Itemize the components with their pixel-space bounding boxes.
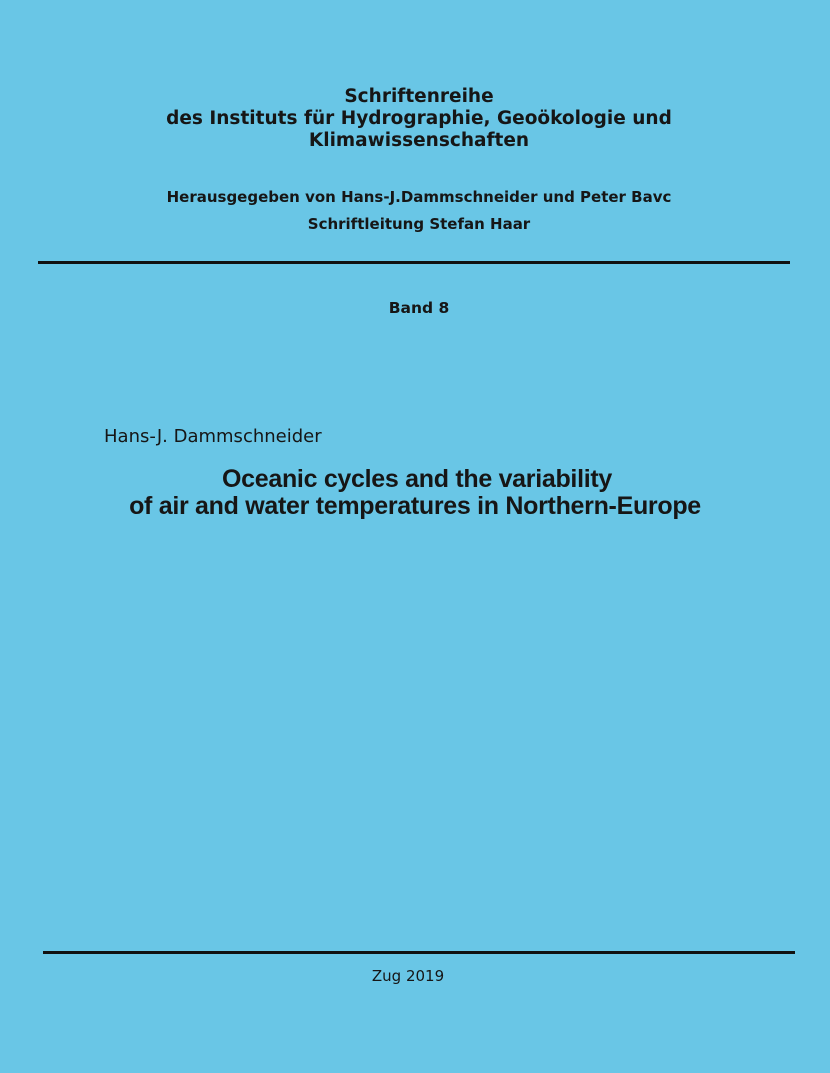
volume-number: Band 8 — [388, 299, 450, 317]
author-name: Hans-J. Dammschneider — [104, 426, 322, 447]
editorial-line: Schriftleitung Stefan Haar — [307, 215, 531, 233]
top-divider — [38, 261, 790, 264]
institute-name-line2: Klimawissenschaften — [308, 130, 530, 151]
editors-block — [0, 184, 830, 238]
series-name: Schriftenreihe — [344, 86, 494, 107]
book-title-line2: of air and water temperatures in Northern-Europe — [129, 492, 701, 520]
book-title-line1: Oceanic cycles and the variability — [222, 465, 612, 493]
publishers-line: Herausgegeben von Hans-J.Dammschneider und Peter Bavc — [166, 188, 672, 206]
institute-name-line1: des Instituts für Hydrographie, Geoökologie und — [166, 108, 672, 129]
series-heading — [0, 86, 830, 152]
bottom-divider — [43, 951, 795, 954]
book-title — [0, 466, 830, 520]
place-and-year: Zug 2019 — [371, 967, 445, 985]
